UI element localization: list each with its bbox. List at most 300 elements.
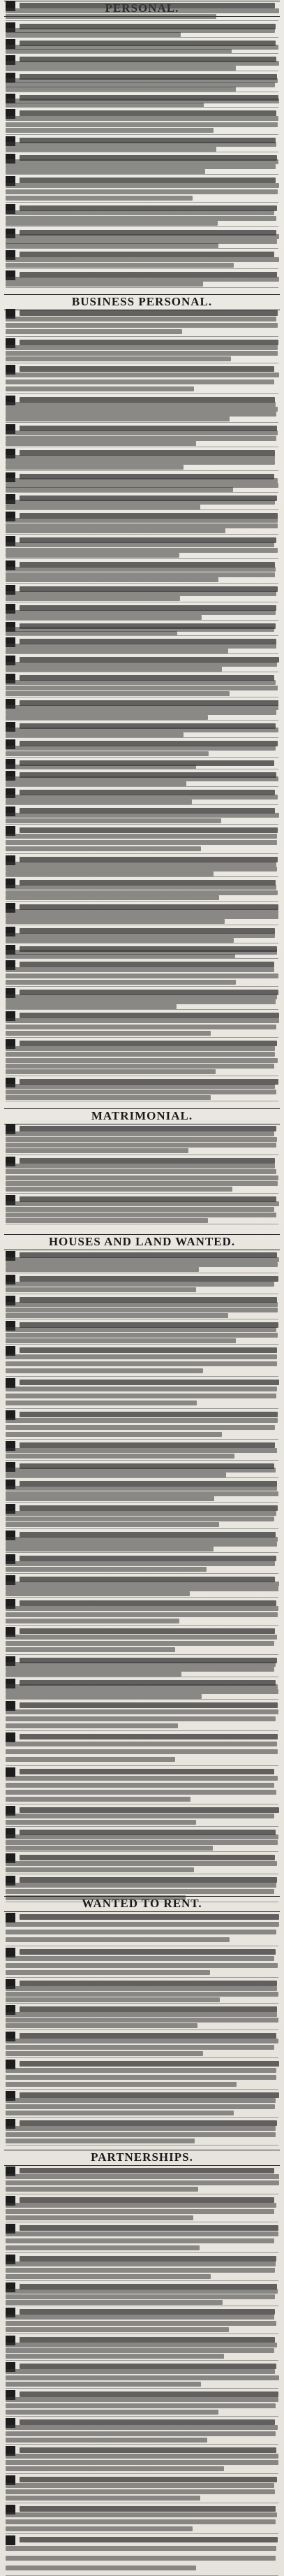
text-line [6, 933, 275, 938]
text-line [20, 1556, 276, 1561]
text-line [6, 1612, 278, 1617]
text-line [20, 1769, 274, 1774]
text-line [6, 465, 184, 470]
text-line [20, 1013, 279, 1018]
text-line [6, 548, 278, 553]
text-line [6, 1814, 274, 1818]
text-line [6, 282, 203, 287]
text-line [20, 366, 274, 372]
text-line [6, 715, 208, 720]
text-line [6, 781, 186, 786]
classified-ad [6, 94, 279, 107]
text-line [6, 1694, 202, 1699]
text-line [6, 1046, 275, 1051]
classified-ad [6, 2390, 279, 2416]
text-line [6, 567, 276, 572]
text-line [6, 2238, 274, 2243]
text-line [6, 2215, 193, 2220]
text-line [6, 159, 278, 164]
classified-ad [6, 229, 279, 248]
ad-separator [6, 2057, 278, 2058]
classified-ad [6, 2166, 279, 2194]
text-line [6, 2289, 278, 2294]
text-line [6, 66, 236, 71]
text-line [6, 1213, 276, 1217]
text-line [6, 2018, 278, 2023]
text-line [20, 2364, 276, 2369]
text-line [6, 1517, 274, 1521]
ad-separator [6, 1460, 278, 1461]
text-line [6, 2403, 276, 2408]
text-line [6, 2203, 276, 2208]
text-line [6, 455, 275, 460]
classified-ad [6, 154, 279, 174]
ad-separator [6, 901, 278, 902]
classified-ad [6, 109, 279, 134]
section-header: HOUSES AND LAND WANTED. [48, 1235, 236, 1248]
text-line [6, 1997, 220, 2002]
ad-separator [6, 1502, 278, 1503]
text-line [6, 2139, 195, 2143]
text-line [20, 178, 276, 183]
text-line [6, 1148, 188, 1153]
text-line [6, 500, 275, 505]
text-line [6, 1970, 210, 1975]
text-line [6, 795, 278, 799]
text-line [6, 2187, 198, 2192]
text-line [6, 1394, 276, 1398]
text-line [6, 1257, 279, 1262]
text-line [6, 1861, 277, 1866]
text-line [6, 1567, 207, 1572]
classified-ad [6, 674, 279, 697]
text-line [6, 1846, 213, 1851]
text-line [6, 1662, 276, 1667]
ad-initial-block [6, 1913, 15, 1923]
text-line [6, 1031, 211, 1036]
ad-separator [6, 1826, 278, 1827]
text-line [6, 1537, 278, 1542]
section-rule [4, 2165, 280, 2166]
text-line [6, 871, 214, 876]
classified-ad [6, 1195, 279, 1224]
text-line [6, 1757, 175, 1762]
classified-ad [6, 1504, 279, 1528]
text-line [6, 436, 276, 441]
classified-ad [6, 1828, 279, 1851]
ad-separator [6, 134, 278, 135]
text-line [6, 834, 277, 839]
text-line [6, 2315, 274, 2320]
classified-ad [6, 1078, 279, 1101]
classified-ad [6, 1979, 279, 2003]
text-line [6, 2262, 276, 2266]
text-line [6, 2354, 224, 2359]
text-line [20, 1877, 277, 1883]
text-line [6, 1084, 275, 1089]
classified-ad [6, 637, 279, 653]
text-line [6, 441, 196, 446]
ad-separator [6, 37, 278, 38]
text-line [6, 919, 225, 924]
text-line [6, 732, 184, 737]
section-rule [4, 1911, 280, 1912]
ad-separator [6, 804, 278, 805]
ad-separator [6, 1765, 278, 1766]
text-line [20, 2092, 279, 2098]
text-line [6, 1313, 228, 1318]
text-line [6, 610, 276, 615]
text-line [6, 1820, 196, 1825]
text-line [20, 2120, 277, 2126]
text-line [6, 1883, 276, 1888]
ad-separator [6, 1977, 278, 1978]
text-line [6, 1448, 277, 1453]
ad-separator [6, 20, 278, 21]
text-line [6, 243, 218, 248]
text-line [6, 1797, 190, 1802]
text-line [6, 1354, 277, 1359]
text-line [6, 1282, 274, 1287]
text-line [6, 2294, 275, 2299]
text-line [6, 263, 234, 268]
text-line [6, 430, 278, 435]
text-line [6, 2174, 279, 2179]
text-line [6, 487, 233, 492]
text-line [20, 1949, 276, 1955]
section-header: BUSINESS PERSONAL. [71, 295, 213, 308]
text-line [6, 867, 277, 871]
text-line [6, 2039, 278, 2043]
text-line [20, 1981, 277, 1986]
ad-separator [6, 1730, 278, 1731]
classified-ad [6, 2475, 279, 2503]
ad-separator [6, 620, 278, 621]
text-line [6, 323, 278, 328]
text-line [6, 1287, 196, 1292]
ad-separator [6, 53, 278, 54]
classified-ad [6, 1732, 279, 1765]
text-line [6, 1472, 226, 1477]
text-line [6, 1956, 274, 1961]
classified-ad [6, 1599, 279, 1625]
text-line [20, 1276, 278, 1282]
text-line [6, 2397, 278, 2402]
text-line [6, 2369, 275, 2374]
text-line [6, 356, 231, 361]
text-line [6, 1004, 177, 1009]
ad-separator [6, 1376, 278, 1377]
text-line [6, 649, 228, 653]
text-line [6, 2512, 277, 2517]
ad-separator [6, 1699, 278, 1700]
text-line [20, 252, 274, 257]
text-line [20, 2419, 275, 2425]
classified-ad [6, 1321, 279, 1344]
text-line [6, 2410, 218, 2415]
text-line [6, 1511, 276, 1516]
text-line [6, 1025, 276, 1029]
text-line [6, 2068, 276, 2073]
ad-separator [6, 786, 278, 787]
text-line [6, 2425, 278, 2430]
text-line [6, 2454, 278, 2459]
text-line [6, 257, 279, 262]
ad-separator [6, 470, 278, 471]
classified-ad [6, 560, 279, 583]
text-line [6, 505, 200, 509]
text-line [20, 1628, 275, 1634]
ad-separator [6, 2003, 278, 2004]
text-line [6, 1169, 276, 1174]
classified-ad [6, 806, 279, 824]
text-line [6, 1992, 278, 1997]
text-line [6, 799, 192, 804]
ad-separator [6, 1477, 278, 1478]
ad-separator [6, 876, 278, 877]
text-line [6, 2045, 274, 2050]
text-line [20, 1734, 278, 1739]
text-line [6, 2466, 224, 2471]
text-line [6, 710, 276, 715]
classified-ad [6, 204, 279, 226]
text-line [6, 528, 225, 533]
text-line [6, 862, 276, 867]
text-line [6, 705, 278, 710]
ad-separator [6, 2280, 278, 2281]
text-line [6, 1267, 199, 1272]
text-line [6, 1689, 278, 1694]
classified-ad [6, 2535, 279, 2575]
text-line [6, 1840, 278, 1845]
text-line [20, 2477, 277, 2482]
text-line [6, 680, 276, 685]
text-line [6, 596, 180, 601]
text-line [6, 1454, 234, 1459]
ad-separator [6, 2473, 278, 2474]
text-line [6, 164, 276, 169]
text-line [6, 1547, 214, 1551]
classified-ad [6, 2362, 279, 2388]
classified-ad [6, 2060, 279, 2089]
classified-ad [6, 2418, 279, 2444]
text-line [6, 1776, 278, 1781]
text-line [6, 2556, 276, 2561]
text-line [6, 523, 278, 528]
classified-ad [6, 604, 279, 620]
ad-separator [6, 824, 278, 825]
classified-ad [6, 1011, 279, 1037]
text-line [20, 1347, 277, 1353]
ad-separator [6, 635, 278, 636]
text-line [6, 2566, 196, 2570]
ad-separator [6, 2333, 278, 2334]
classified-ad [6, 927, 279, 943]
text-line [6, 1667, 274, 1672]
ad-separator [6, 583, 278, 584]
text-line [6, 1090, 276, 1094]
text-line [20, 2033, 276, 2039]
ad-separator [6, 1573, 278, 1574]
ad-separator [6, 107, 278, 108]
text-line [6, 1468, 276, 1472]
text-line [6, 379, 274, 384]
text-line [6, 2327, 229, 2332]
text-line [6, 967, 274, 972]
ad-separator [6, 1654, 278, 1655]
text-line [20, 1158, 275, 1164]
classified-ad [6, 2308, 279, 2333]
ad-separator [6, 853, 278, 854]
classified-ad [6, 1554, 279, 1573]
text-line [6, 216, 276, 221]
ad-separator [6, 653, 278, 654]
text-line [6, 885, 276, 890]
text-line [20, 2061, 279, 2067]
text-line [6, 1338, 236, 1343]
ad-separator [6, 1193, 278, 1194]
text-line [6, 1432, 222, 1437]
text-line [20, 2168, 274, 2173]
text-line [6, 1302, 278, 1307]
text-line [6, 1143, 276, 1148]
classified-ad [6, 396, 279, 422]
text-line [20, 2392, 278, 2397]
ad-separator [6, 2416, 278, 2417]
text-line [6, 2012, 277, 2017]
text-line [6, 938, 234, 943]
ad-separator [6, 720, 278, 721]
text-line [6, 999, 276, 1004]
text-line [6, 402, 276, 407]
ad-separator [6, 2444, 278, 2445]
text-line [20, 340, 278, 345]
text-line [6, 2519, 276, 2524]
ad-separator [6, 737, 278, 738]
text-line [6, 277, 279, 282]
classified-ad [6, 512, 279, 534]
ad-separator [6, 986, 278, 987]
text-line [6, 1187, 232, 1192]
text-line [6, 2023, 197, 2028]
text-line [6, 1723, 178, 1728]
text-line [20, 1126, 276, 1131]
text-line [6, 577, 218, 582]
text-line [6, 2268, 275, 2273]
text-line [20, 2006, 277, 2012]
text-line [20, 2447, 276, 2453]
text-line [6, 846, 201, 851]
text-line [6, 32, 181, 37]
text-line [6, 2209, 274, 2214]
text-line [6, 1095, 211, 1100]
classified-ad [6, 338, 279, 363]
text-line [6, 1709, 278, 1714]
text-line [6, 1496, 214, 1501]
text-line [6, 1064, 274, 1069]
text-line [6, 386, 194, 391]
text-line [6, 2321, 276, 2326]
ad-separator [6, 248, 278, 249]
text-line [20, 1041, 277, 1046]
text-line [6, 196, 193, 201]
text-line [6, 1930, 276, 1934]
text-line [6, 1542, 277, 1547]
text-line [6, 1361, 277, 1366]
classified-ad [6, 988, 279, 1009]
text-line [6, 980, 236, 985]
text-line [6, 1201, 279, 1206]
ad-separator [6, 509, 278, 510]
classified-ad [6, 1, 279, 20]
text-line [6, 1327, 276, 1332]
text-line [6, 87, 236, 92]
text-line [6, 122, 278, 127]
text-line [6, 895, 219, 900]
text-line [6, 2489, 275, 2494]
text-line [6, 818, 221, 823]
text-line [6, 662, 277, 667]
text-line [6, 994, 277, 999]
text-line [6, 478, 278, 483]
text-line [6, 1333, 278, 1338]
classified-ad [6, 536, 279, 558]
text-line [6, 1889, 274, 1894]
text-line [6, 2051, 203, 2056]
classified-ad [6, 1157, 279, 1193]
text-line [6, 128, 214, 133]
text-line [6, 1137, 277, 1142]
classified-ad [6, 2032, 279, 2057]
text-line [6, 1647, 175, 1652]
classified-ad [6, 1462, 279, 1477]
text-line [6, 407, 278, 412]
text-line [6, 1790, 276, 1795]
text-line [6, 417, 230, 421]
text-line [6, 1486, 277, 1491]
text-line [6, 2546, 276, 2551]
text-line [20, 962, 274, 967]
text-line [6, 210, 274, 215]
ad-separator [6, 1439, 278, 1440]
classified-ad [6, 1441, 279, 1460]
text-line [6, 1635, 277, 1640]
ad-separator [6, 268, 278, 269]
text-line [20, 2197, 274, 2203]
text-line [6, 813, 279, 818]
text-line [20, 1702, 278, 1708]
text-line [6, 2375, 279, 2380]
text-line [20, 1914, 279, 1920]
text-line [20, 1412, 278, 1417]
text-line [6, 2274, 211, 2279]
classified-ad [6, 1853, 279, 1874]
text-line [6, 1401, 197, 1405]
ad-separator [6, 2089, 278, 2090]
classified-ad [6, 878, 279, 901]
ad-separator [6, 492, 278, 493]
classified-ad [6, 136, 279, 152]
classified-ad [6, 2282, 279, 2306]
text-line [6, 412, 276, 417]
text-line [6, 1716, 276, 1721]
text-line [6, 2496, 200, 2501]
text-line [20, 2337, 275, 2343]
text-line [6, 909, 278, 914]
classified-ad [6, 1679, 279, 1699]
text-line [6, 2098, 276, 2103]
classified-ad [6, 1275, 279, 1294]
